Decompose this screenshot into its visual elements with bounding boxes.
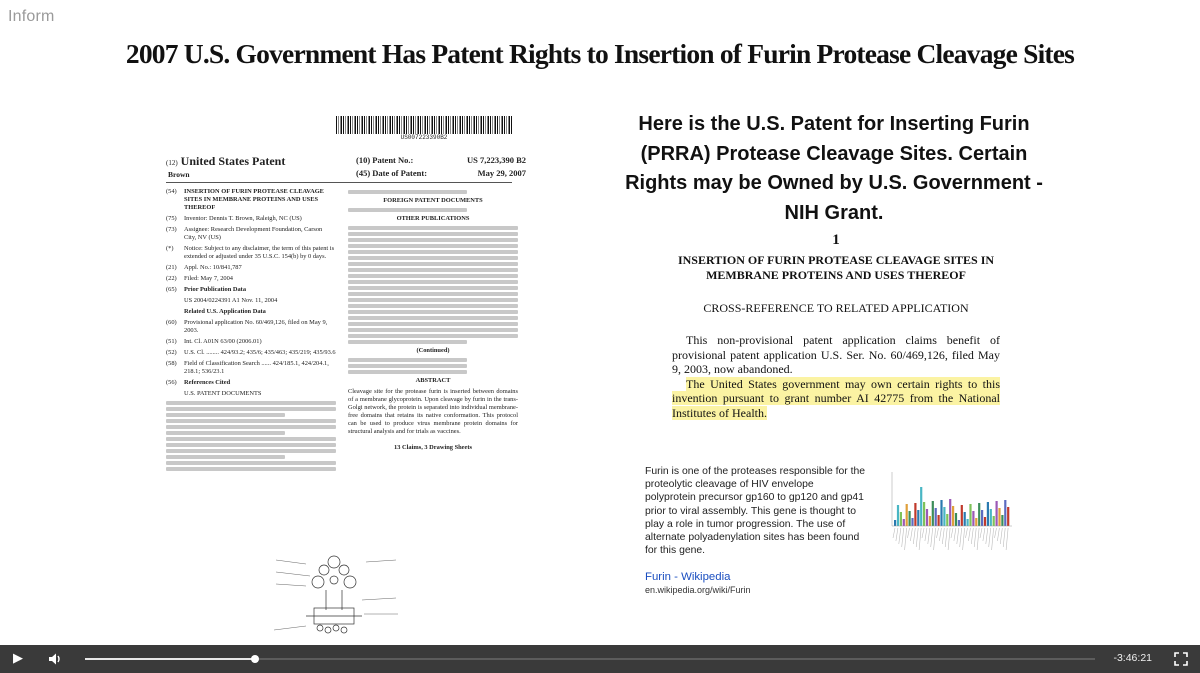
excerpt-column-number: 1 bbox=[832, 232, 840, 248]
thumbnail-bar bbox=[903, 519, 905, 526]
thumbnail-bar bbox=[938, 515, 940, 526]
patent-no-label: (10) Patent No.: bbox=[356, 155, 414, 165]
thumbnail-bar bbox=[978, 503, 980, 526]
thumbnail-bar bbox=[998, 508, 1000, 526]
slide-headline: 2007 U.S. Government Has Patent Rights to Insertion of Furin Protease Cleavage Sites bbox=[125, 38, 1075, 69]
thumbnail-bar bbox=[996, 501, 998, 526]
progress-knob[interactable] bbox=[251, 655, 259, 663]
thumbnail-bar bbox=[1004, 500, 1006, 526]
date-label: (45) Date of Patent: bbox=[356, 167, 428, 178]
thumbnail-bar bbox=[940, 500, 942, 526]
field-value: US 2004/0224391 A1 Nov. 11, 2004 bbox=[184, 297, 278, 304]
thumbnail-bar bbox=[946, 514, 948, 526]
time-remaining: -3:46:21 bbox=[1113, 652, 1152, 664]
excerpt-highlight bbox=[672, 377, 1000, 421]
thumbnail-bar bbox=[914, 503, 916, 526]
thumbnail-bar bbox=[929, 516, 931, 526]
thumbnail-bar bbox=[1001, 515, 1003, 526]
foreign-docs-heading: FOREIGN PATENT DOCUMENTS bbox=[383, 197, 483, 204]
barcode-number: US007223390B2 bbox=[400, 134, 448, 141]
thumbnail-bar bbox=[958, 520, 960, 526]
thumbnail-bar bbox=[993, 516, 995, 526]
fullscreen-icon[interactable] bbox=[1172, 650, 1190, 668]
field-value: U.S. PATENT DOCUMENTS bbox=[184, 390, 262, 397]
field-value: Int. Cl. A01N 63/00 (2006.01) bbox=[184, 338, 262, 345]
brand-logo: Inform bbox=[8, 8, 55, 25]
patent-date: May 29, 2007 bbox=[477, 167, 526, 178]
thumbnail-bar bbox=[981, 510, 983, 526]
thumbnail-bar bbox=[969, 504, 971, 526]
thumbnail-bar bbox=[932, 501, 934, 526]
header-title: United States Patent bbox=[180, 154, 286, 168]
field-code: (22) bbox=[166, 275, 177, 282]
field-value: Assignee: Research Development Foundation, Carson City, NV (US) bbox=[184, 226, 323, 241]
thumbnail-bar bbox=[926, 509, 928, 526]
patent-header-right bbox=[356, 155, 526, 180]
field-value: Filed: May 7, 2004 bbox=[184, 275, 233, 282]
thumbnail-bar bbox=[900, 512, 902, 526]
header-number: (12) bbox=[166, 159, 178, 167]
field-value: Appl. No.: 10/841,787 bbox=[184, 264, 242, 271]
field-code: (21) bbox=[166, 264, 177, 271]
field-value: Related U.S. Application Data bbox=[184, 308, 266, 315]
expression-thumbnail-image bbox=[886, 466, 1016, 558]
field-code: (51) bbox=[166, 338, 177, 345]
play-icon[interactable]: ▶ bbox=[13, 651, 23, 666]
progress-track[interactable] bbox=[85, 658, 1095, 660]
field-code: (65) bbox=[166, 286, 177, 293]
thumbnail-bar bbox=[911, 518, 913, 526]
wikipedia-url: en.wikipedia.org/wiki/Furin bbox=[645, 585, 751, 595]
patent-field-row bbox=[166, 319, 336, 335]
thumbnail-bar bbox=[897, 505, 899, 526]
patent-no: US 7,223,390 B2 bbox=[466, 155, 526, 165]
thumbnail-bar bbox=[949, 499, 951, 526]
header-rule bbox=[166, 182, 512, 183]
thumbnail-bar bbox=[990, 509, 992, 526]
patent-field-row bbox=[166, 338, 336, 346]
patent-right-column bbox=[348, 188, 518, 455]
field-value: U.S. Cl. ........ 424/93.2; 435/6; 435/463; 435/219; 435/93.6 bbox=[184, 349, 336, 356]
thumbnail-bar bbox=[935, 508, 937, 526]
patent-field-row bbox=[166, 349, 336, 357]
volume-icon[interactable] bbox=[46, 650, 64, 668]
field-code: (56) bbox=[166, 379, 177, 386]
progress-fill bbox=[85, 658, 255, 660]
patent-left-column bbox=[166, 188, 336, 473]
patent-barcode bbox=[336, 116, 512, 134]
wikipedia-snippet: Furin is one of the proteases responsible for the proteolytic cleavage of HIV envelope polyprotein precursor gp160 to gp120 and gp41 prior to viral assembly. This gene is thought to play a role in tumor progression. The use of alternate polyadenylation sites has been found for this gene. bbox=[645, 466, 866, 557]
excerpt-subtitle: CROSS-REFERENCE TO RELATED APPLICATION bbox=[703, 301, 969, 315]
thumbnail-bar bbox=[987, 502, 989, 526]
patent-field-row bbox=[166, 245, 336, 261]
field-code: (52) bbox=[166, 349, 177, 356]
abstract-heading: ABSTRACT bbox=[415, 377, 451, 384]
field-value: INSERTION OF FURIN PROTEASE CLEAVAGE SITES IN MEMBRANE PROTEINS AND USES THEREOF bbox=[184, 188, 324, 211]
patent-field-row bbox=[166, 215, 336, 223]
other-publications-heading: OTHER PUBLICATIONS bbox=[396, 215, 470, 222]
thumbnail-bar bbox=[955, 513, 957, 526]
abstract-text: Cleavage site for the protease furin is inserted between domains of a membrane glycoprotein. Upon cleavage by furin in the trans-Golgi network, the protein is separated into individual membrane-free domains that retains its native conformation. This protocol can be used to produce virus membrane protein domains for structural analysis and for trials as vaccines. bbox=[348, 388, 518, 435]
slide-blurb: Here is the U.S. Patent for Inserting Furin (PRRA) Protease Cleavage Sites. Certain Rights may be Owned by U.S. Government - NIH Grant. bbox=[625, 113, 1043, 224]
patent-header-left bbox=[166, 154, 285, 169]
patent-field-row bbox=[166, 264, 336, 272]
thumbnail-bar bbox=[943, 507, 945, 526]
thumbnail-bar bbox=[967, 519, 969, 526]
patent-field-row bbox=[166, 308, 336, 316]
field-code: (60) bbox=[166, 319, 177, 326]
thumbnail-bar bbox=[961, 505, 963, 526]
thumbnail-bar bbox=[906, 504, 908, 526]
patent-inventor-short: Brown bbox=[168, 170, 190, 179]
field-value: Inventor: Dennis T. Brown, Raleigh, NC (US) bbox=[184, 215, 302, 222]
thumbnail-bar bbox=[923, 502, 925, 526]
thumbnail-bar bbox=[920, 487, 922, 526]
field-code: (73) bbox=[166, 226, 177, 233]
video-player-bar bbox=[0, 645, 1200, 673]
field-code: (75) bbox=[166, 215, 177, 222]
patent-field-row bbox=[166, 379, 336, 387]
thumbnail-bar bbox=[894, 520, 896, 526]
patent-field-row bbox=[166, 286, 336, 294]
thumbnail-bar bbox=[964, 512, 966, 526]
field-code: (58) bbox=[166, 360, 177, 367]
field-value: References Cited bbox=[184, 379, 231, 386]
patent-field-row bbox=[166, 360, 336, 376]
continued-label: (Continued) bbox=[416, 347, 450, 354]
thumbnail-bar bbox=[1007, 507, 1009, 526]
field-value: Provisional application No. 60/469,126, filed on May 9, 2003. bbox=[184, 319, 328, 334]
patent-document bbox=[160, 110, 525, 640]
patent-field-row bbox=[166, 188, 336, 212]
field-code: (54) bbox=[166, 188, 177, 195]
wikipedia-link[interactable]: Furin - Wikipedia bbox=[645, 571, 731, 583]
patent-excerpt bbox=[672, 232, 1000, 420]
excerpt-title: INSERTION OF FURIN PROTEASE CLEAVAGE SITES IN MEMBRANE PROTEINS AND USES THEREOF bbox=[677, 253, 995, 282]
thumbnail-bar bbox=[984, 517, 986, 526]
claims-line: 13 Claims, 3 Drawing Sheets bbox=[394, 444, 472, 451]
thumbnail-bar bbox=[972, 511, 974, 526]
thumbnail-bar bbox=[975, 518, 977, 526]
patent-field-row bbox=[166, 297, 336, 305]
thumbnail-bar bbox=[952, 506, 954, 526]
patent-field-row bbox=[166, 390, 336, 398]
highlighted-text: The United States government may own certain rights to this invention pursuant to grant number AI 42775 from the National Institutes of Health. bbox=[672, 376, 1000, 420]
excerpt-body: This non-provisional patent application claims benefit of provisional patent application U.S. Ser. No. 60/469,126, filed May 9, 2003, now abandoned. bbox=[672, 333, 1000, 376]
field-code bbox=[166, 308, 184, 316]
thumbnail-bar bbox=[917, 510, 919, 526]
field-code bbox=[166, 297, 184, 305]
field-value: Field of Classification Search ...... 424/185.1, 424/204.1, 218.1; 536/23.1 bbox=[184, 360, 329, 375]
patent-field-row bbox=[166, 275, 336, 283]
patent-field-row bbox=[166, 226, 336, 242]
patent-figure-drawing bbox=[266, 550, 406, 640]
field-code: (*) bbox=[166, 245, 174, 252]
thumbnail-bar bbox=[909, 511, 911, 526]
field-value: Notice: Subject to any disclaimer, the term of this patent is extended or adjusted under 35 U.S.C. 154(b) by 0 days. bbox=[184, 245, 335, 260]
field-value: Prior Publication Data bbox=[184, 286, 247, 293]
field-code bbox=[166, 390, 184, 398]
